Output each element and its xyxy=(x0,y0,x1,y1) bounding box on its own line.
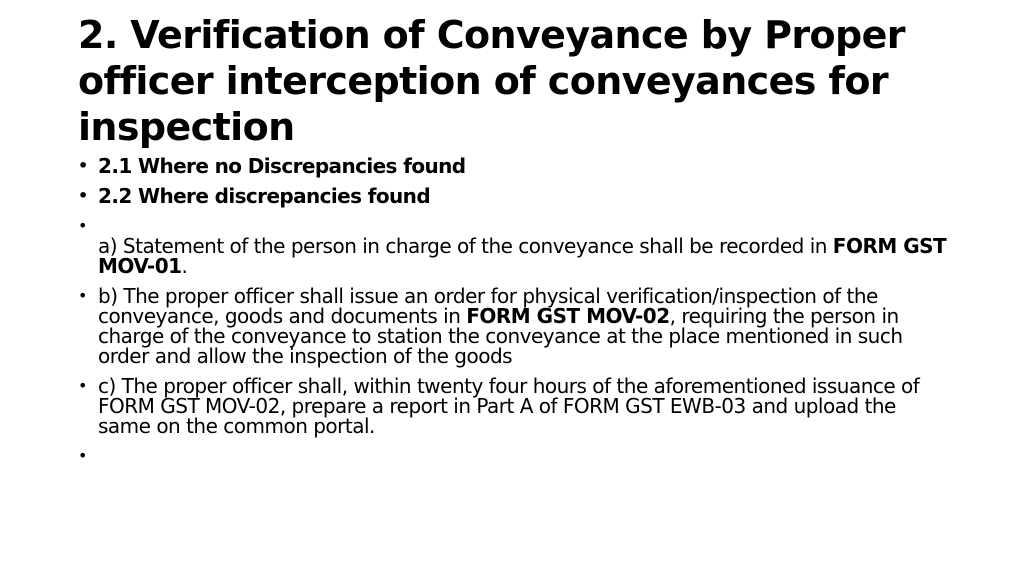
slide-title: 2. Verification of Conveyance by Proper officer interception of conveyances for inspection xyxy=(78,13,905,149)
bullet-list xyxy=(78,156,954,466)
form-mov-02-label: FORM GST MOV-02 xyxy=(466,304,670,328)
bullet-report-upload: • c) The proper officer shall, within twenty four hours of the aforementioned issuance of FORM GST MOV-02, prepare a report in Part A of FORM GST EWB-03 and upload the same on the common portal. xyxy=(78,376,954,436)
bullet-statement-text: a) Statement of the person in charge of the conveyance shall be recorded in xyxy=(98,234,833,258)
bullet-statement-recorded xyxy=(78,216,954,276)
bullet-discrepancies-found: • 2.2 Where discrepancies found xyxy=(78,186,954,206)
bullet-no-discrepancies: • 2.1 Where no Discrepancies found xyxy=(78,156,954,176)
bullet-statement-end: . xyxy=(181,254,188,278)
bullet-order-rest: , requiring the person in charge of the conveyance to station the conveyance at the place mentioned in such order and allow the inspection of the goods xyxy=(98,304,903,368)
form-mov-01-label: FORM GST MOV-01 xyxy=(98,234,947,278)
bullet-physical-verification-order xyxy=(78,286,954,366)
bullet-empty xyxy=(78,446,954,466)
bullet-order-text: b) The proper officer shall issue an order for physical verification/inspection of the conveyance, goods and documents in xyxy=(98,284,878,328)
